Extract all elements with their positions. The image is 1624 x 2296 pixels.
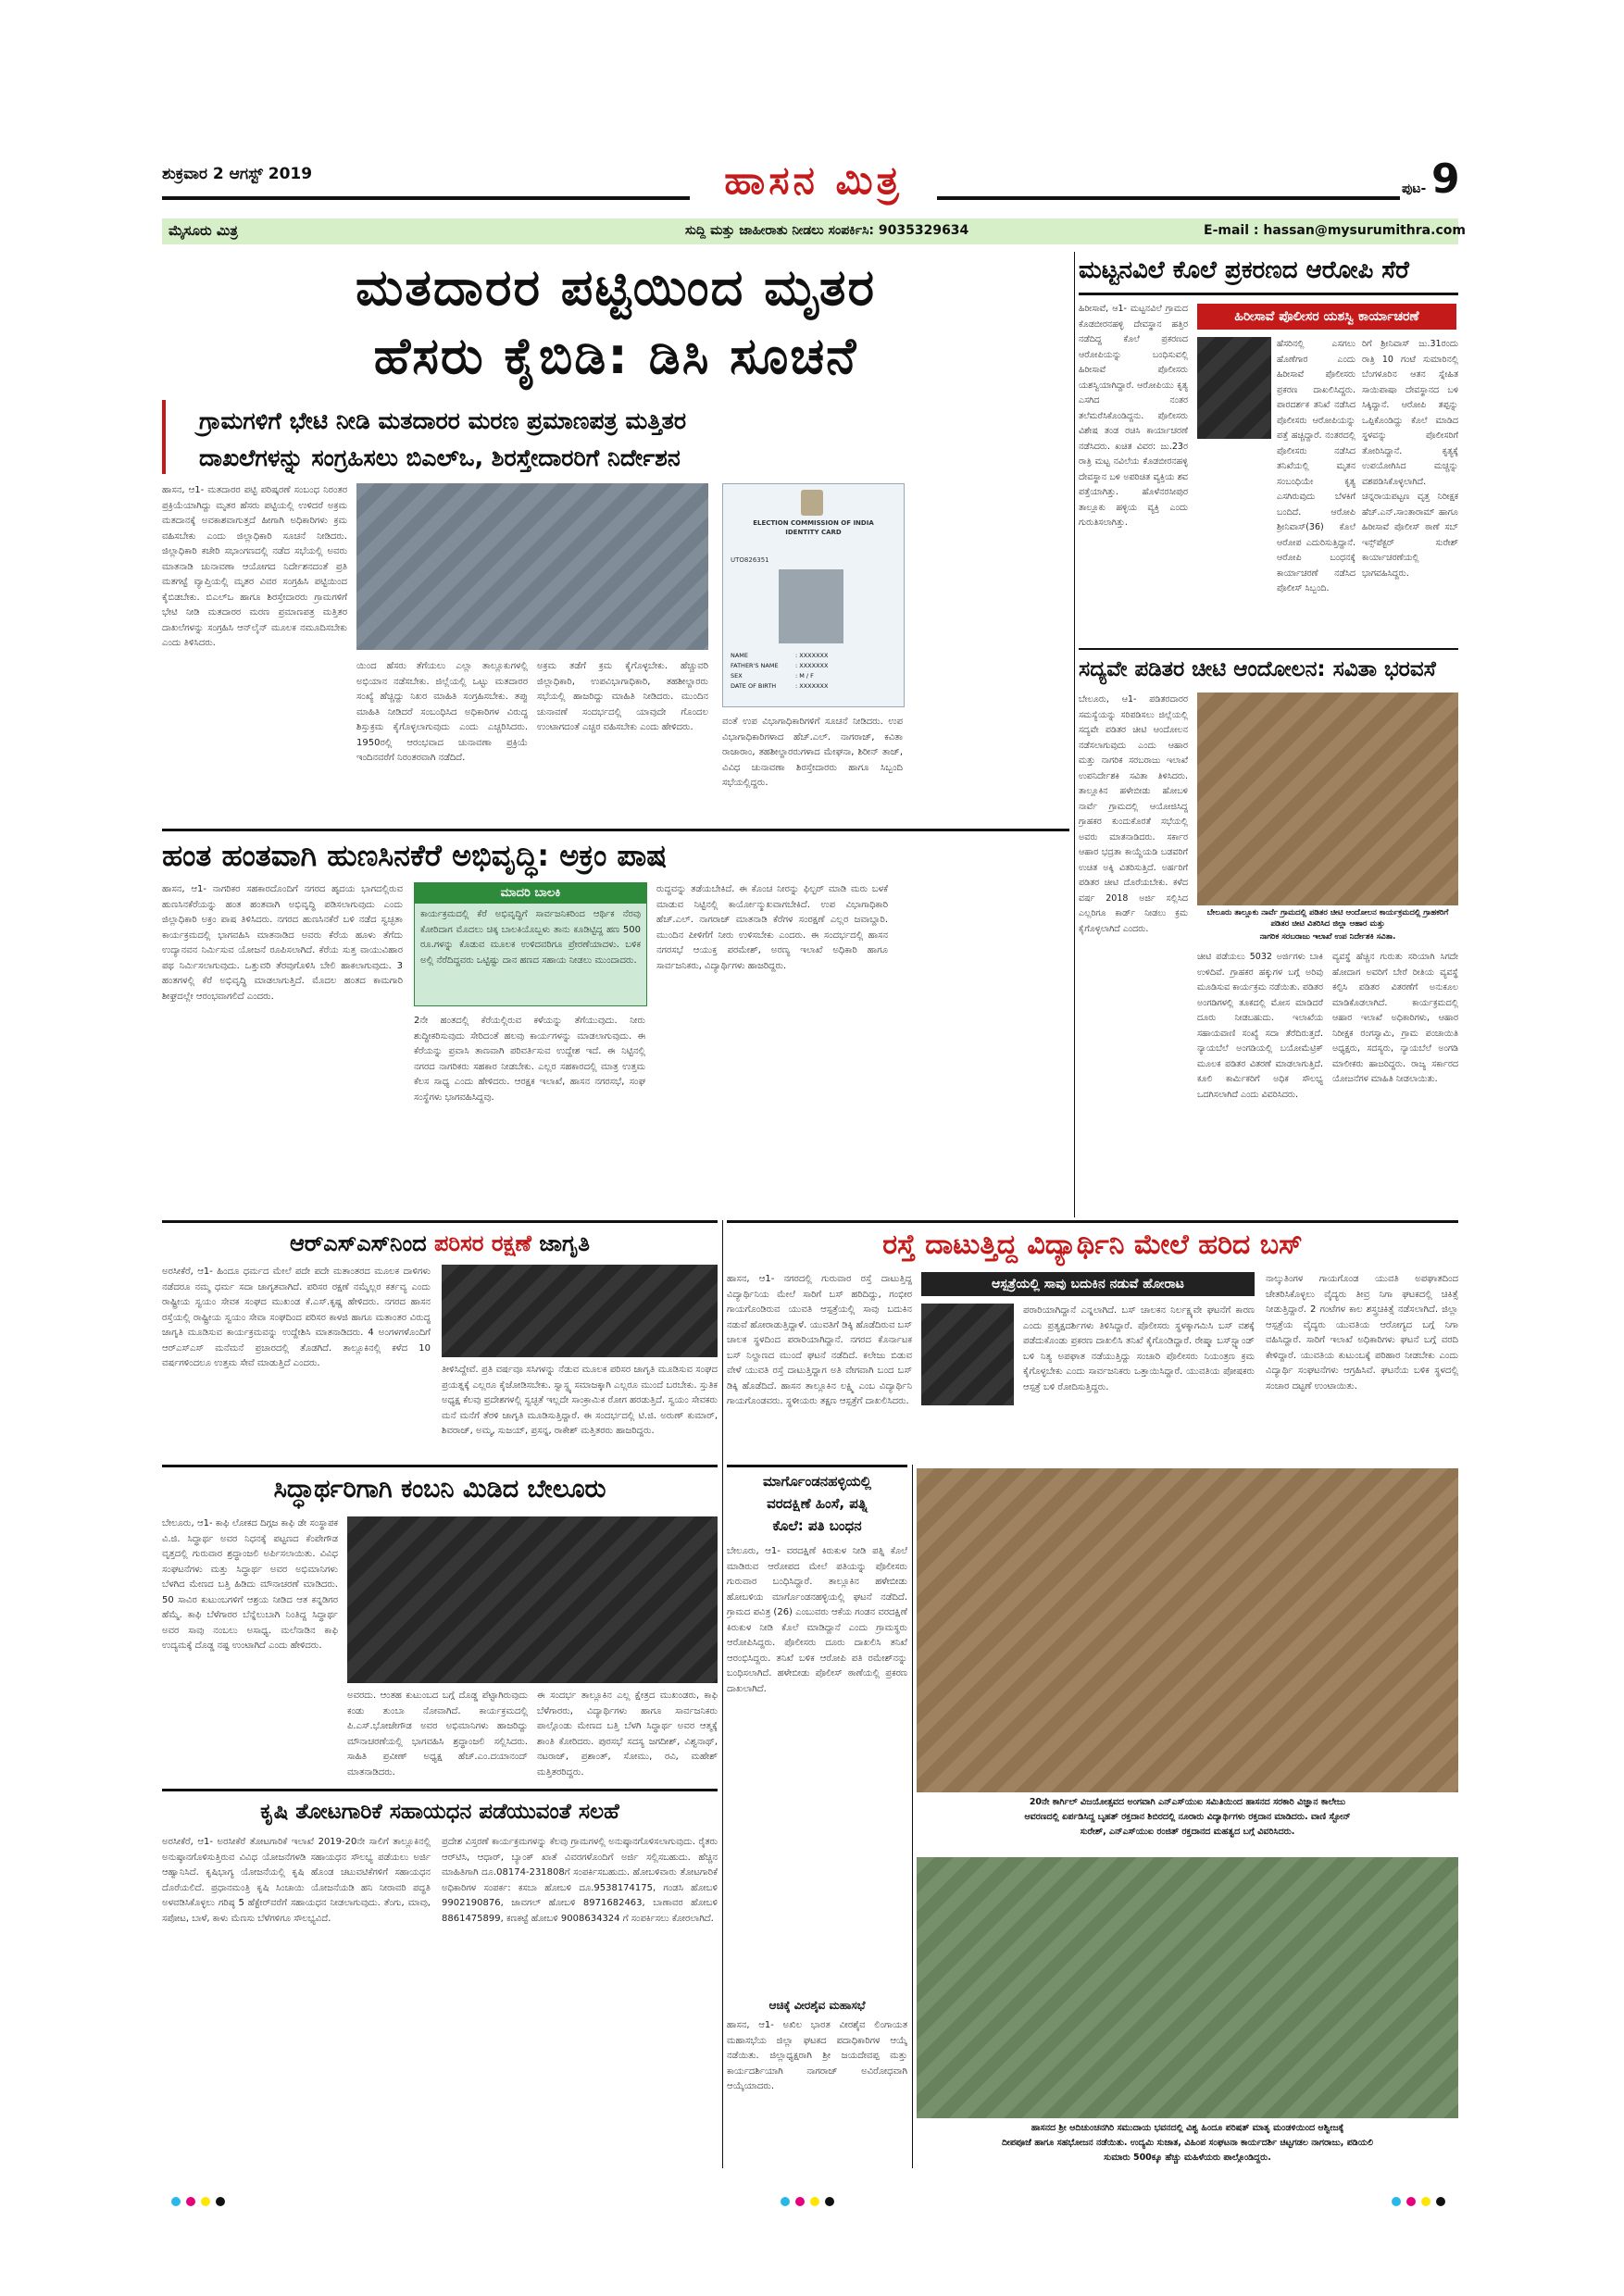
magenta-dot — [795, 2197, 805, 2206]
voters-headline-2: ಹೆಸರು ಕೈಬಿಡಿ: ಡಿಸಿ ಸೂಚನೆ — [373, 327, 858, 385]
yellow-dot — [810, 2197, 819, 2206]
magenta-dot — [1406, 2197, 1416, 2206]
lake-body-2: 2ನೇ ಹಂತದಲ್ಲಿ ಕೆರೆಯಲ್ಲಿರುವ ಕಳೆಯನ್ನು ತೆಗೆಯುವುದು. ನೀರು ಶುದ್ಧೀಕರಿಸುವುದು ಸೇರಿದಂತೆ ಹಲವು ಕಾರ್ಯಗಳನ್ನು ಮಾಡಲಾಗುವುದು. ಈ ಕೆರೆಯನ್ನು ಪ್ರವಾಸಿ ತಾಣವಾಗಿ ಪರಿವರ್ತಿಸುವ ಉದ್ದೇಶ ಇದೆ. ಈ ನಿಟ್ಟಿನಲ್ಲಿ ನಗರದ ನಾಗರಿಕರು ಸಹಕಾರ ನೀಡಬೇಕು. ಎಲ್ಲರ ಸಹಕಾರದಲ್ಲಿ ಮಾತ್ರ ಉತ್ತಮ ಕೆಲಸ ಸಾಧ್ಯ ಎಂದು ಹೇಳಿದರು. ಆರಕ್ಷಕ ಇಲಾಖೆ, ಹಾಸನ ನಗರಸಭೆ, ಸಂಘ ಸಂಸ್ಥೆಗಳು ಭಾಗವಹಿಸಿದ್ದವು. — [414, 1016, 645, 1103]
masthead-date: ಶುಕ್ರವಾರ 2 ಆಗಸ್ಟ್ 2019 — [162, 165, 313, 183]
belur-body-2: ಅವರದು. ಆಂತಹ ಕುಟುಂಬದ ಬಗ್ಗೆ ದೊಡ್ಡ ಪೆಟ್ಟಾಗಿರುವುದು ಕಂಡು ತುಂಬಾ ನೋವಾಗಿದೆ. ಕಾರ್ಯಕ್ರಮದಲ್ಲಿ ಪಿ.ಎಸ್.ಭೋಜೇಗೌಡ ಅವರ ಅಭಿಮಾನಿಗಳು ಹಾಜರಿದ್ದು ಮೌನಾಚರಣೆಯಲ್ಲಿ ಭಾಗವಹಿಸಿ ಶ್ರದ್ಧಾಂಜಲಿ ಸಲ್ಲಿಸಿದರು. ಸಾಹಿತಿ ಪ್ರವೀಣ್ ಅಧ್ಯಕ್ಷ ಹೆಚ್.ಎಂ.ದಯಾನಂದ್ ಮಾತನಾಡಿದರು. — [347, 1691, 528, 1778]
ration-body-1: ಬೇಲೂರು, ಆ1- ಪಡಿತರದಾರರ ಸಮಸ್ಯೆಯನ್ನು ಸರಿಪಡಿಸಲು ಜಿಲ್ಲೆಯಲ್ಲಿ ಸದ್ಯವೇ ಪಡಿತರ ಚೀಟಿ ಆಂದೋಲನ ನಡೆಸಲಾಗುವುದು ಎಂದು ಆಹಾರ ಮತ್ತು ನಾಗರಿಕ ಸರಬರಾಜು ಇಲಾಖೆ ಉಪನಿರ್ದೇಶಕಿ ಸವಿತಾ ತಿಳಿಸಿದರು. ತಾಲ್ಲೂಕಿನ ಹಳೇಬೀಡು ಹೋಬಳಿ ನಾರ್ವೆ ಗ್ರಾಮದಲ್ಲಿ ಆಯೋಜಿಸಿದ್ದ ಗ್ರಾಹಕರ ಕುಂದುಕೊರತೆ ಸಭೆಯಲ್ಲಿ ಅವರು ಮಾತನಾಡಿದರು. ಸರ್ಕಾರ ಆಹಾರ ಭದ್ರತಾ ಕಾಯ್ದೆಯಡಿ ಬಡವರಿಗೆ ಉಚಿತ ಅಕ್ಕಿ ವಿತರಿಸುತ್ತಿದೆ. ಅರ್ಹರಿಗೆ ಪಡಿತರ ಚೀಟಿ ದೊರೆಯಬೇಕು. ಕಳೆದ ವರ್ಷ 2018 ಅರ್ಜಿ ಸಲ್ಲಿಸಿದ ಎಲ್ಲರಿಗೂ ಕಾರ್ಡ್ ನೀಡಲು ಕ್ರಮ ಕೈಗೊಳ್ಳಲಾಗಿದೆ ಎಂದರು. — [1079, 694, 1188, 934]
ration-body-3: ವ್ಯವಸ್ಥೆ ಹೆಚ್ಚಿನ ಗುರುತು ಸರಿಯಾಗಿ ಸಿಗದೇ ಹೋದಾಗ ಅವರಿಗೆ ಬೇರೆ ರೀತಿಯ ವ್ಯವಸ್ಥೆ ಕಲ್ಪಿಸಿ ಪಡಿತರ ವಿತರಣೆಗೆ ಅನುಕೂಲ ಮಾಡಿಕೊಡಲಾಗಿದೆ. ಕಾರ್ಯಕ್ರಮದಲ್ಲಿ ಆಹಾರ ಇಲಾಖೆ ಅಧಿಕಾರಿಗಳು, ಆಹಾರ ನಿರೀಕ್ಷಕ ರಂಗಸ್ವಾಮಿ, ಗ್ರಾಮ ಪಂಚಾಯಿತಿ ಅಧ್ಯಕ್ಷರು, ಸದಸ್ಯರು, ನ್ಯಾಯಬೆಲೆ ಅಂಗಡಿ ಮಾಲೀಕರು ಹಾಜರಿದ್ದರು. ರಾಜ್ಯ ಸರ್ಕಾರದ ಯೋಜನೆಗಳ ಮಾಹಿತಿ ನೀಡಲಾಯಿತು. — [1332, 952, 1458, 1084]
dowry-headline-1: ಮಾರ್ಗೊಂಡನಹಳ್ಳಿಯಲ್ಲಿ — [762, 1473, 872, 1490]
dowry-top-rule — [727, 1465, 907, 1467]
emblem-icon — [801, 490, 823, 516]
ration-headline: ಸದ್ಯವೇ ಪಡಿತರ ಚೀಟಿ ಆಂದೋಲನ: ಸವಿತಾ ಭರವಸೆ — [1079, 657, 1436, 681]
bus-body-2: ಪರಾರಿಯಾಗಿದ್ದಾನೆ ಎನ್ನಲಾಗಿದೆ. ಬಸ್ ಚಾಲಕನ ನಿರ್ಲಕ್ಷ್ಯವೇ ಘಟನೆಗೆ ಕಾರಣ ಎಂದು ಪ್ರತ್ಯಕ್ಷದರ್ಶಿಗಳು ತಿಳಿಸಿದ್ದಾರೆ. ಪೊಲೀಸರು ಸ್ಥಳಕ್ಕಾಗಮಿಸಿ ಬಸ್ ವಶಕ್ಕೆ ಪಡೆದುಕೊಂಡು ಪ್ರಕರಣ ದಾಖಲಿಸಿ ತನಿಖೆ ಕೈಗೊಂಡಿದ್ದಾರೆ. ರೇಷ್ಮಾ ಬಸ್‌ಸ್ಟ್ಯಾಂಡ್ ಬಳಿ ನಿತ್ಯ ಅಪಘಾತ ನಡೆಯುತ್ತಿದ್ದು ಸಂಚಾರಿ ಪೊಲೀಸರು ನಿಯಂತ್ರಣ ಕ್ರಮ ಕೈಗೊಳ್ಳಬೇಕು ಎಂದು ಸಾರ್ವಜನಿಕರು ಒತ್ತಾಯಿಸಿದ್ದಾರೆ. ಯುವತಿಯ ಪೋಷಕರು ಆಸ್ಪತ್ರೆ ಬಳಿ ರೋದಿಸುತ್ತಿದ್ದರು. — [1023, 1305, 1255, 1392]
rss-top-rule — [162, 1220, 718, 1223]
registration-dots-left — [169, 2192, 228, 2210]
voters-subhead-1: ಗ್ರಾಮಗಳಿಗೆ ಭೇಟಿ ನೀಡಿ ಮತದಾರರ ಮರಣ ಪ್ರಮಾಣಪತ್ರ ಮತ್ತಿತರ — [199, 407, 687, 434]
rss-headline-highlight: ಪರಿಸರ ರಕ್ಷಣೆ — [433, 1230, 532, 1256]
belur-article — [162, 1465, 718, 1784]
id-photo-silhouette — [779, 569, 843, 643]
lake-headline: ಹಂತ ಹಂತವಾಗಿ ಹುಣಸಿನಕೆರೆ ಅಭಿವೃದ್ಧಿ: ಅಕ್ರಂ ಪಾಷ — [162, 838, 667, 873]
cyan-dot — [781, 2197, 790, 2206]
yellow-dot — [201, 2197, 210, 2206]
voters-body-4: ವಂತೆ ಉಪ ವಿಭಾಗಾಧಿಕಾರಿಗಳಿಗೆ ಸೂಚನೆ ನೀಡಿದರು. ಉಪ ವಿಭಾಗಾಧಿಕಾರಿಗಳಾದ ಹೆಚ್.ಎಲ್. ನಾಗರಾಜ್, ಕವಿತಾ ರಾಜಾರಾಂ, ತಹಶೀಲ್ದಾರರುಗಳಾದ ಮೇಘನಾ, ಶಿರೀನ್ ತಾಜ್, ವಿವಿಧ ಚುನಾವಣಾ ಶಿರಸ್ತೇದಾರರು ಹಾಗೂ ಸಿಬ್ಬಂದಿ ಸಭೆಯಲ್ಲಿದ್ದರು. — [722, 717, 903, 788]
id-issuer: ELECTION COMMISSION OF INDIA — [753, 519, 874, 527]
masthead-title: ಹಾಸನ ಮಿತ್ರ — [724, 157, 903, 203]
dowry-article — [727, 1465, 907, 2168]
ration-article — [1079, 648, 1458, 1241]
lake-article — [162, 829, 1069, 1217]
rss-body-1: ಅರಸೀಕೆರೆ, ಆ1- ಹಿಂದೂ ಧರ್ಮದ ಮೇಲೆ ಪದೇ ಪದೇ ಮತಾಂತರದ ಮೂಲಕ ದಾಳಿಗಳು ನಡೆದರೂ ನಮ್ಮ ಧರ್ಮ ಸದಾ ಜಾಗೃತವಾಗಿದೆ. ಪರಿಸರ ರಕ್ಷಣೆ ನಮ್ಮೆಲ್ಲರ ಕರ್ತವ್ಯ ಎಂದು ರಾಷ್ಟ್ರೀಯ ಸ್ವಯಂ ಸೇವಕ ಸಂಘದ ಮುಖಂಡ ಕೆ.ಎಸ್.ಕೃಷ್ಣ ಹೇಳಿದರು. ನಗರದ ಹಾಸನ ರಸ್ತೆಯಲ್ಲಿ ರಾಷ್ಟ್ರೀಯ ಸ್ವಯಂ ಸೇವಾ ಸಂಘದಿಂದ ಪರಿಸರ ಕಾಳಜಿ ಹಾಗೂ ಮತಾಂತರ ವಿರುದ್ಧ ಜಾಗೃತಿ ಮೂಡಿಸುವ ಕಾರ್ಯಕ್ರಮವನ್ನು ಉದ್ದೇಶಿಸಿ ಮಾತನಾಡಿದರು. 4 ಅಂಗಳಗಳೊಂದಿಗೆ ಆರ್‌ಎಸ್‌ಎಸ್ ಮನೆಮನೆ ಪ್ರಚಾರದಲ್ಲಿ ತೊಡಗಿದೆ. ತಾಲ್ಲೂಕಿನಲ್ಲಿ ಕಳೆದ 10 ವರ್ಷಗಳಿಂದಲೂ ಉತ್ತಮ ಸೇವೆ ಮಾಡುತ್ತಿದೆ ಎಂದರು. — [162, 1267, 431, 1368]
murder-body-3: ರಿಗೆ ಶ್ರೀನಿವಾಸ್ ಜು.31ರಂದು ರಾತ್ರಿ 10 ಗಂಟೆ ಸುಮಾರಿನಲ್ಲಿ ಬೆಂಗಳೂರಿನ ಆತನ ಸ್ನೇಹಿತ ಸಾಯಿಪಾಷಾ ದೇವಸ್ಥಾನದ ಬಳಿ ಸಿಕ್ಕಿದ್ದಾನೆ. ಆರೋಪಿ ತಪ್ಪನ್ನು ಒಪ್ಪಿಕೊಂಡಿದ್ದು ಕೊಲೆ ಮಾಡಿದ ಸ್ಥಳವನ್ನು ಪೊಲೀಸರಿಗೆ ತೋರಿಸಿದ್ದಾನೆ. ಕೃತ್ಯಕ್ಕೆ ಉಪಯೋಗಿಸಿದ ಮಚ್ಚನ್ನು ವಶಪಡಿಸಿಕೊಳ್ಳಲಾಗಿದೆ. ಚನ್ನರಾಯಪಟ್ಟಣ ವೃತ್ತ ನಿರೀಕ್ಷಕ ಹೆಚ್.ಎನ್.ಸಾಂತಾರಾಮ್ ಹಾಗೂ ಹಿರೀಸಾವೆ ಪೊಲೀಸ್ ಠಾಣೆ ಸಬ್ ಇನ್ಸ್‌ಪೆಕ್ಟರ್ ಸುರೇಶ್ ಕಾರ್ಯಾಚರಣೆಯಲ್ಲಿ ಭಾಗವಹಿಸಿದ್ದರು. — [1362, 339, 1458, 579]
rss-headline-pre: ಆರ್‌ಎಸ್‌ಎಸ್‌ನಿಂದ — [289, 1230, 434, 1256]
voters-body-1: ಹಾಸನ, ಆ1- ಮತದಾರರ ಪಟ್ಟಿ ಪರಿಷ್ಕರಣೆ ಸಂಬಂಧ ನಿರಂತರ ಪ್ರಕ್ರಿಯೆಯಾಗಿದ್ದು ಮೃತರ ಹೆಸರು ಪಟ್ಟಿಯಲ್ಲಿ ಉಳಿದರೆ ಅಕ್ರಮ ಮತದಾನಕ್ಕೆ ಅವಕಾಶವಾಗುತ್ತದೆ ಹೀಗಾಗಿ ಅಧಿಕಾರಿಗಳು ಕ್ರಮ ವಹಿಸಬೇಕು ಎಂದು ಜಿಲ್ಲಾಧಿಕಾರಿ ಸೂಚನೆ ನೀಡಿದರು. ಜಿಲ್ಲಾಧಿಕಾರಿ ಕಚೇರಿ ಸಭಾಂಗಣದಲ್ಲಿ ನಡೆದ ಸಭೆಯಲ್ಲಿ ಅವರು ಮಾತನಾಡಿ ಚುನಾವಣಾ ಆಯೋಗದ ನಿರ್ದೇಶನದಂತೆ ಪ್ರತಿ ಮತಗಟ್ಟೆ ವ್ಯಾಪ್ತಿಯಲ್ಲಿ ಮೃತರ ವಿವರ ಸಂಗ್ರಹಿಸಿ ಪಟ್ಟಿಯಿಂದ ಕೈಬಿಡಬೇಕು. ಬಿಎಲ್‌ಒ ಹಾಗೂ ಶಿರಸ್ತೇದಾರರು ಗ್ರಾಮಗಳಿಗೆ ಭೇಟಿ ನೀಡಿ ಮತದಾರರ ಮರಣ ಪ್ರಮಾಣಪತ್ರ ಮತ್ತಿತರ ದಾಖಲೆಗಳನ್ನು ಸಂಗ್ರಹಿಸಿ ಆನ್‌ಲೈನ್ ಮೂಲಕ ನಮೂದಿಸಬೇಕು ಎಂದು ತಿಳಿಸಿದರು. — [162, 485, 347, 648]
bus-body-1: ಹಾಸನ, ಆ1- ನಗರದಲ್ಲಿ ಗುರುವಾರ ರಸ್ತೆ ದಾಟುತ್ತಿದ್ದ ವಿದ್ಯಾರ್ಥಿನಿಯ ಮೇಲೆ ಸಾರಿಗೆ ಬಸ್ ಹರಿದಿದ್ದು, ಗಂಭೀರ ಗಾಯಗೊಂಡಿರುವ ಯುವತಿ ಆಸ್ಪತ್ರೆಯಲ್ಲಿ ಸಾವು ಬದುಕಿನ ನಡುವೆ ಹೋರಾಡುತ್ತಿದ್ದಾಳೆ. ಯುವತಿಗೆ ಡಿಕ್ಕಿ ಹೊಡೆದಿರುವ ಬಸ್ ಚಾಲಕ ಸ್ಥಳದಿಂದ ಪರಾರಿಯಾಗಿದ್ದಾನೆ. ನಗರದ ಕೊರ್ನಾಟಕ ಬಸ್ ನಿಲ್ದಾಣದ ಮುಂದೆ ಘಟನೆ ನಡೆದಿದೆ. ಕಲೇಜು ಬಿಡುವ ವೇಳೆ ಯುವತಿ ರಸ್ತೆ ದಾಟುತ್ತಿದ್ದಾಗ ಅತಿ ವೇಗವಾಗಿ ಬಂದ ಬಸ್ ಡಿಕ್ಕಿ ಹೊಡೆದಿದೆ. ಹಾಸನ ತಾಲ್ಲೂಕಿನ ಲಕ್ಷ್ಮಿ ಎಂಬ ವಿದ್ಯಾರ್ಥಿನಿ ಗಾಯಗೊಂಡವರು. ಸ್ಥಳೀಯರು ತಕ್ಷಣ ಆಸ್ಪತ್ರೆಗೆ ದಾಖಲಿಸಿದರು. — [727, 1274, 912, 1406]
masthead-email: E-mail : hassan@mysurumithra.com — [1204, 223, 1466, 238]
lake-box-title: ಮಾದರಿ ಬಾಲಕಿ — [415, 883, 646, 904]
bus-subhead: ಆಸ್ಪತ್ರೆಯಲ್ಲಿ ಸಾವು ಬದುಕಿನ ನಡುವೆ ಹೋರಾಟ — [921, 1272, 1255, 1296]
blood-donation-block — [917, 1465, 1458, 1853]
masthead-rule-right — [937, 196, 1400, 200]
agri-headline: ಕೃಷಿ ತೋಟಗಾರಿಕೆ ಸಹಾಯಧನ ಪಡೆಯುವಂತೆ ಸಲಹೆ — [260, 1800, 619, 1824]
ration-top-rule — [1079, 648, 1458, 650]
masthead-paper-name: ಮೈಸೂರು ಮಿತ್ರ — [169, 222, 238, 239]
rss-group-photo — [442, 1265, 718, 1357]
voter-id-card — [722, 483, 905, 707]
feast-block — [917, 1857, 1458, 2172]
magenta-dot — [186, 2197, 195, 2206]
agri-body-1: ಅರಸೀಕೆರೆ, ಆ1- ಅರಸೀಕೆರೆ ತೋಟಗಾರಿಕೆ ಇಲಾಖೆ 2019-20ನೇ ಸಾಲಿಗೆ ತಾಲ್ಲೂಕಿನಲ್ಲಿ ಅನುಷ್ಠಾನಗೊಳಿಸುತ್ತಿರುವ ವಿವಿಧ ಯೋಜನೆಗಳಡಿ ಸಹಾಯಧನ ಸೌಲಭ್ಯ ಪಡೆಯಲು ಅರ್ಜಿ ಆಹ್ವಾನಿಸಿದೆ. ಕೃಷಿಭಾಗ್ಯ ಯೋಜನೆಯಲ್ಲಿ ಕೃಷಿ ಹೊಂಡ ಚಟುವಟಿಕೆಗಳಿಗೆ ಸಹಾಯಧನ ದೊರೆಯಲಿದೆ. ಪ್ರಧಾನಮಂತ್ರಿ ಕೃಷಿ ಸಿಂಚಾಯಿ ಯೋಜನೆಯಡಿ ಹನಿ ನೀರಾವರಿ ಪದ್ಧತಿ ಅಳವಡಿಸಿಕೊಳ್ಳಲು ಗರಿಷ್ಠ 5 ಹೆಕ್ಟೇರ್‌ವರೆಗೆ ಸಹಾಯಧನ ನೀಡಲಾಗುವುದು. ತೆಂಗು, ಮಾವು, ಸಪೋಟ, ಬಾಳೆ, ಕಾಳು ಮೆಣಸು ಬೆಳೆಗಳಿಗೂ ಸೌಲಭ್ಯವಿದೆ. — [162, 1837, 431, 1924]
dowry-body-1: ಬೇಲೂರು, ಆ1- ವರದಕ್ಷಿಣೆ ಕಿರುಕುಳ ನೀಡಿ ಪತ್ನಿ ಕೊಲೆ ಮಾಡಿರುವ ಆರೋಪದ ಮೇಲೆ ಪತಿಯನ್ನು ಪೊಲೀಸರು ಗುರುವಾರ ಬಂಧಿಸಿದ್ದಾರೆ. ತಾಲ್ಲೂಕಿನ ಹಳೇಬೀಡು ಹೋಬಳಿಯ ಮಾರ್ಗೊಂಡನಹಳ್ಳಿಯಲ್ಲಿ ಘಟನೆ ನಡೆದಿದೆ. ಗ್ರಾಮದ ಪವಿತ್ರ (26) ಎಂಬುವರು ಆಕೆಯ ಗಂಡನ ವರದಕ್ಷಿಣೆ ಕಿರುಕುಳ ನೀಡಿ ಕೊಲೆ ಮಾಡಿದ್ದಾನೆ ಎಂದು ಗ್ರಾಮಸ್ಥರು ಆರೋಪಿಸಿದ್ದರು. ಪೊಲೀಸರು ದೂರು ದಾಖಲಿಸಿ ತನಿಖೆ ಆರಂಭಿಸಿದ್ದರು. ತನಿಖೆ ಬಳಿಕ ಆರೋಪಿ ಪತಿ ರಮೇಶ್‌ನನ್ನು ಬಂಧಿಸಲಾಗಿದೆ. ಹಳೇಬೀಡು ಪೊಲೀಸ್ ಠಾಣೆಯಲ್ಲಿ ಪ್ರಕರಣ ದಾಖಲಾಗಿದೆ. — [727, 1546, 907, 1694]
id-field-row: FATHER'S NAME : XXXXXXX — [731, 662, 829, 669]
bus-headline: ರಸ್ತೆ ದಾಟುತ್ತಿದ್ದ ವಿದ್ಯಾರ್ಥಿನಿ ಮೇಲೆ ಹರಿದ ಬಸ್ — [882, 1229, 1303, 1261]
feast-caption-3: ಸುಮಾರು 500ಕ್ಕೂ ಹೆಚ್ಚು ಮಹಿಳೆಯರು ಪಾಲ್ಗೊಂಡಿದ್ದರು. — [1104, 2152, 1271, 2163]
column-rule-bottom-left — [722, 1220, 723, 2168]
feast-caption-2: ದೀಪಪೂಜೆ ಹಾಗೂ ಸಹಭೋಜನ ನಡೆಯಿತು. ಉದ್ಯಮಿ ಸುಜಾತ, ವಿಹಿಂಪ ಸಂಘಟನಾ ಕಾರ್ಯದರ್ಶಿ ಚಿಟ್ಟಗಡಲ ನಾಗರಾಜು, ಪಡಿಯಲಿ — [1001, 2138, 1374, 2148]
agri-article — [162, 1789, 718, 2168]
rss-headline — [162, 1226, 718, 1261]
dowry-sub-2: ಆಚಿಕ್ಕೆ ವೀರಶೈವ ಮಹಾಸಭೆ — [768, 1999, 866, 2012]
voters-body-2: ಯಿಂದ ಹೆಸರು ತೆಗೆಯಲು ಎಲ್ಲಾ ತಾಲ್ಲೂಕುಗಳಲ್ಲಿ ಅಭಿಯಾನ ನಡೆಸಬೇಕು. ಜಿಲ್ಲೆಯಲ್ಲಿ ಒಟ್ಟು ಮತದಾರರ ಸಂಖ್ಯೆ ಹೆಚ್ಚಿದ್ದು ನಿಖರ ಮಾಹಿತಿ ಸಂಗ್ರಹಿಸಬೇಕು. ತಪ್ಪು ಮಾಹಿತಿ ನೀಡಿದರೆ ಸಂಬಂಧಿಸಿದ ಅಧಿಕಾರಿಗಳ ವಿರುದ್ಧ ಶಿಸ್ತುಕ್ರಮ ಕೈಗೊಳ್ಳಲಾಗುವುದು ಎಂದು ಎಚ್ಚರಿಸಿದರು. 1950ರಲ್ಲಿ ಆರಂಭವಾದ ಚುನಾವಣಾ ಪ್ರಕ್ರಿಯೆ ಇಂದಿನವರೆಗೆ ನಿರಂತರವಾಗಿ ನಡೆದಿದೆ. — [356, 661, 528, 763]
agri-body-2: ಪ್ರದೇಶ ವಿಸ್ತರಣೆ ಕಾರ್ಯಕ್ರಮಗಳನ್ನು ಕೆಲವು ಗ್ರಾಮಗಳಲ್ಲಿ ಅನುಷ್ಠಾನಗೊಳಿಸಲಾಗುವುದು. ರೈತರು ಆರ್‌ಟಿಸಿ, ಆಧಾರ್, ಬ್ಯಾಂಕ್ ಖಾತೆ ವಿವರಗಳೊಂದಿಗೆ ಅರ್ಜಿ ಸಲ್ಲಿಸಬಹುದು. ಹೆಚ್ಚಿನ ಮಾಹಿತಿಗಾಗಿ ದೂ.08174-231808ಗೆ ಸಂಪರ್ಕಿಸಬಹುದು. ಹೋಬಳಿವಾರು ತೋಟಗಾರಿಕೆ ಅಧಿಕಾರಿಗಳ ಸಂಪರ್ಕ: ಕಸಬಾ ಹೋಬಳಿ ದೂ.9538174175, ಗಂಡಸಿ ಹೋಬಳಿ 9902190876, ಜಾವಗಲ್ ಹೋಬಳಿ 8971682463, ಬಾಣಾವರ ಹೋಬಳಿ 8861475899, ಕಣಕಟ್ಟೆ ಹೋಬಳಿ 9008634324 ಗೆ ಸಂಪರ್ಕಿಸಲು ಕೋರಲಾಗಿದೆ. — [442, 1837, 718, 1924]
murder-article — [1079, 252, 1458, 645]
blood-caption-2: ಆವರಣದಲ್ಲಿ ಏರ್ಪಡಿಸಿದ್ದ ಬೃಹತ್ ರಕ್ತದಾನ ಶಿಬಿರದಲ್ಲಿ ನೂರಾರು ವಿದ್ಯಾರ್ಥಿಗಳು ರಕ್ತದಾನ ಮಾಡಿದರು. ವಾಣಿ ಸ್ಟೋನ್ — [1024, 1812, 1351, 1822]
belur-headline: ಸಿದ್ಧಾರ್ಥರಿಗಾಗಿ ಕಂಬನಿ ಮಿಡಿದ ಬೇಲೂರು — [273, 1475, 606, 1504]
dowry-body-2: ಹಾಸನ, ಆ1- ಅಖಿಲ ಭಾರತ ವೀರಶೈವ ಲಿಂಗಾಯತ ಮಹಾಸಭೆಯ ಜಿಲ್ಲಾ ಘಟಕದ ಪದಾಧಿಕಾರಿಗಳ ಆಯ್ಕೆ ನಡೆಯಿತು. ಜಿಲ್ಲಾಧ್ಯಕ್ಷರಾಗಿ ಶ್ರೀ ಜಯದೇವಪ್ಪ ಮತ್ತು ಕಾರ್ಯದರ್ಶಿಯಾಗಿ ನಾಗರಾಜ್ ಅವಿರೋಧವಾಗಿ ಆಯ್ಕೆಯಾದರು. — [727, 2020, 907, 2091]
accused-photo — [1197, 337, 1271, 439]
masthead-contact: ಸುದ್ದಿ ಮತ್ತು ಜಾಹೀರಾತು ನೀಡಲು ಸಂಪರ್ಕಿಸಿ: 9035329634 — [685, 223, 969, 238]
cyan-dot — [171, 2197, 181, 2206]
ration-body-2: ಚೀಟಿ ಪಡೆಯಲು 5032 ಅರ್ಜಿಗಳು ಬಾಕಿ ಉಳಿದಿವೆ. ಗ್ರಾಹಕರ ಹಕ್ಕುಗಳ ಬಗ್ಗೆ ಅರಿವು ಮೂಡಿಸುವ ಕಾರ್ಯಕ್ರಮ ನಡೆಯಿತು. ಪಡಿತರ ಅಂಗಡಿಗಳಲ್ಲಿ ತೂಕದಲ್ಲಿ ಮೋಸ ಮಾಡಿದರೆ ದೂರು ನೀಡಬಹುದು. ಇಲಾಖೆಯ ಸಹಾಯವಾಣಿ ಸಂಖ್ಯೆ ಸದಾ ತೆರೆದಿರುತ್ತದೆ. ನ್ಯಾಯಬೆಲೆ ಅಂಗಡಿಯಲ್ಲಿ ಬಯೋಮೆಟ್ರಿಕ್ ಮೂಲಕ ಪಡಿತರ ವಿತರಣೆ ಮಾಡಲಾಗುತ್ತಿದೆ. ಕೂಲಿ ಕಾರ್ಮಿಕರಿಗೆ ಅಧಿಕ ಸೌಲಭ್ಯ ಒದಗಿಸಲಾಗಿದೆ ಎಂದು ವಿವರಿಸಿದರು. — [1197, 952, 1323, 1100]
ration-caption-1: ಬೇಲೂರು ತಾಲ್ಲೂಕು ನಾರ್ವೆ ಗ್ರಾಮದಲ್ಲಿ ಪಡಿತರ ಚೀಟಿ ಆಂದೋಲನ ಕಾರ್ಯಕ್ರಮದಲ್ಲಿ ಗ್ರಾಹಕರಿಗೆ ಪಡಿತರ ಚೀಟಿ ವಿತರಿಸಿದ ಜಿಲ್ಲಾ ಆಹಾರ ಮತ್ತು — [1206, 908, 1449, 929]
candle-vigil-photo — [347, 1516, 718, 1683]
registration-dots-right — [1389, 2192, 1448, 2210]
black-dot — [1436, 2197, 1445, 2206]
voters-article — [162, 252, 1069, 826]
belur-top-rule — [162, 1465, 718, 1467]
rss-article — [162, 1220, 718, 1461]
dowry-headline-3: ಕೊಲೆ: ಪತಿ ಬಂಧನ — [772, 1517, 862, 1534]
voters-body-3: ಅಕ್ರಮ ತಡೆಗೆ ಕ್ರಮ ಕೈಗೊಳ್ಳಬೇಕು. ಹೆಚ್ಚುವರಿ ಜಿಲ್ಲಾಧಿಕಾರಿ, ಉಪವಿಭಾಗಾಧಿಕಾರಿ, ತಹಶೀಲ್ದಾರರು ಸಭೆಯಲ್ಲಿ ಹಾಜರಿದ್ದು ಮಾಹಿತಿ ನೀಡಿದರು. ಮುಂದಿನ ಚುನಾವಣೆ ಸಂದರ್ಭದಲ್ಲಿ ಯಾವುದೇ ಗೊಂದಲ ಉಂಟಾಗದಂತೆ ಎಚ್ಚರ ವಹಿಸಬೇಕು ಎಂದು ಹೇಳಿದರು. — [537, 661, 708, 732]
bus-top-rule — [727, 1220, 1458, 1223]
lake-box-body: ಕಾರ್ಯಕ್ರಮದಲ್ಲಿ ಕೆರೆ ಅಭಿವೃದ್ಧಿಗೆ ಸಾರ್ವಜನಿಕರಿಂದ ಆರ್ಥಿಕ ನೆರವು ಕೋರಿದಾಗ ಮೊದಲು ಚಿಕ್ಕ ಬಾಲಕಿಯೊಬ್ಬಳು ತಾನು ಕೂಡಿಟ್ಟಿದ್ದ ಹಣ 500 ರೂ.ಗಳನ್ನು ಕೊಡುವ ಮೂಲಕ ಉಳಿದವರಿಗೂ ಪ್ರೇರಣೆಯಾದಳು. ಬಳಿಕ ಅಲ್ಲಿ ನೆರೆದಿದ್ದವರು ಒಟ್ಟಿಷ್ಟು ದಾನ ಹಣದ ಸಹಾಯ ನೀಡಲು ಮುಂದಾದರು. — [420, 909, 641, 966]
id-field-row: NAME : XXXXXXX — [731, 652, 829, 659]
masthead — [0, 0, 1624, 241]
yellow-dot — [1421, 2197, 1430, 2206]
murder-headline: ಮಟ್ಟನವಿಲೆ ಕೊಲೆ ಪ್ರಕರಣದ ಆರೋಪಿ ಸೆರೆ — [1079, 256, 1409, 284]
lake-top-rule — [162, 829, 1069, 831]
voters-subhead-bar — [162, 400, 166, 474]
id-field-row: DATE OF BIRTH : XXXXXXX — [731, 682, 829, 690]
community-feast-photo — [917, 1857, 1458, 2118]
murder-subhead: ಹಿರೀಸಾವೆ ಪೊಲೀಸರ ಯಶಸ್ವಿ ಕಾರ್ಯಾಚರಣೆ — [1197, 304, 1456, 330]
ration-caption-2: ನಾಗರಿಕ ಸರಬರಾಜು ಇಲಾಖೆ ಉಪ ನಿರ್ದೇಶಕಿ ಸವಿತಾ. — [1259, 932, 1396, 942]
id-card-label: IDENTITY CARD — [785, 529, 842, 536]
column-rule-right — [1074, 252, 1075, 1217]
bus-article — [727, 1220, 1458, 1463]
id-number: UTO826351 — [731, 556, 769, 564]
student-photo — [921, 1304, 1014, 1405]
black-dot — [216, 2197, 225, 2206]
belur-body-1: ಬೇಲೂರು, ಆ1- ಕಾಫಿ ಲೋಕದ ದಿಗ್ಗಜ ಕಾಫಿ ಡೇ ಸಂಸ್ಥಾಪಕ ವಿ.ಜಿ. ಸಿದ್ಧಾರ್ಥ ಅವರ ನಿಧನಕ್ಕೆ ಪಟ್ಟಣದ ಕೆಂಪೇಗೌಡ ವೃತ್ತದಲ್ಲಿ ಗುರುವಾರ ಶ್ರದ್ಧಾಂಜಲಿ ಅರ್ಪಿಸಲಾಯಿತು. ವಿವಿಧ ಸಂಘಟನೆಗಳು ಮತ್ತು ಸಿದ್ಧಾರ್ಥ ಅವರ ಅಭಿಮಾನಿಗಳು ಬೆಳಗಿದ ಮೇಣದ ಬತ್ತಿ ಹಿಡಿದು ಮೌನಾಚರಣೆ ಮಾಡಿದರು. 50 ಸಾವಿರ ಕುಟುಂಬಗಳಿಗೆ ಆಶ್ರಯ ನೀಡಿದ ಆತ ಕನ್ನಡಿಗರ ಹೆಮ್ಮೆ. ಕಾಫಿ ಬೆಳೆಗಾರರ ಬೆನ್ನೆಲುಬಾಗಿ ನಿಂತಿದ್ದ ಸಿದ್ಧಾರ್ಥ ಅವರ ಸಾವು ನಂಬಲು ಅಸಾಧ್ಯ. ಮಲೆನಾಡಿನ ಕಾಫಿ ಉದ್ಯಮಕ್ಕೆ ದೊಡ್ಡ ನಷ್ಟ ಉಂಟಾಗಿದೆ ಎಂದು ಹೇಳಿದರು. — [162, 1518, 338, 1651]
page-label: ಪುಟ- — [1402, 181, 1427, 196]
page-number-box — [1400, 156, 1465, 204]
rss-body-2: ತೀಳಿಸಿದ್ದೇವೆ. ಪ್ರತಿ ವರ್ಷವೂ ಸಸಿಗಳನ್ನು ನೆಡುವ ಮೂಲಕ ಪರಿಸರ ಜಾಗೃತಿ ಮೂಡಿಸುವ ಸಂಘದ ಪ್ರಯತ್ನಕ್ಕೆ ಎಲ್ಲರೂ ಕೈಜೋಡಿಸಬೇಕು. ಸ್ವಾಸ್ಥ್ಯ ಸಮಾಜಕ್ಕಾಗಿ ಎಲ್ಲರೂ ಮುಂದೆ ಬರಬೇಕು. ಸ್ತುತಿಕ ಅಧ್ಯಕ್ಷ ಕೆಲವು ಪ್ರದೇಶಗಳಲ್ಲಿ ಸ್ವಚ್ಛತೆ ಇಲ್ಲದೇ ಸಾಂಕ್ರಾಮಿಕ ರೋಗ ಹರಡುತ್ತಿದೆ. ಸ್ವಯಂ ಸೇವಕರು ಮನೆ ಮನೆಗೆ ತೆರಳಿ ಜಾಗೃತಿ ಮೂಡಿಸುತ್ತಿದ್ದಾರೆ. ಈ ಸಂದರ್ಭದಲ್ಲಿ ಟಿ.ಜಿ. ಅರುಣ್ ಕುಮಾರ್, ಶಿವರಾಜ್, ಅಮ್ಮ, ಸುಜಯ್, ಪ್ರಸನ್ನ, ರಾಕೇಶ್ ಮತ್ತಿತರರು ಹಾಜರಿದ್ದರು. — [442, 1365, 718, 1436]
blood-caption-3: ಸುರೇಶ್, ಎನ್‌ಎಸ್‌ಯುಐ ರಂಜಿತ್ ರಕ್ತದಾನದ ಮಹತ್ವದ ಬಗ್ಗೆ ವಿವರಿಸಿದರು. — [1080, 1827, 1295, 1837]
cyan-dot — [1392, 2197, 1401, 2206]
id-field-row: SEX : M / F — [731, 672, 814, 680]
page-number: 9 — [1431, 156, 1460, 203]
masthead-rule-left — [162, 196, 690, 200]
lake-box — [414, 882, 647, 1006]
registration-dots-center — [778, 2192, 837, 2210]
lake-body-3: ರುದ್ಧವನ್ನು ತಡೆಯಬೇಕಿದೆ. ಈ ಕೊಂಚ ನೀರನ್ನು ಫಿಲ್ಟರ್ ಮಾಡಿ ಮರು ಬಳಕೆ ಮಾಡುವ ನಿಟ್ಟಿನಲ್ಲಿ ಕಾರ್ಯೋನ್ಮುಖವಾಗಬೇಕಿದೆ. ಉಪ ವಿಭಾಗಾಧಿಕಾರಿ ಹೆಚ್.ಎಲ್. ನಾಗರಾಜ್ ಮಾತನಾಡಿ ಕೆರೆಗಳ ಸಂರಕ್ಷಣೆ ಎಲ್ಲರ ಜವಾಬ್ದಾರಿ. ಮುಂದಿನ ಪೀಳಿಗೆಗೆ ನೀರು ಉಳಿಸಬೇಕು ಎಂದರು. ಈ ಸಂದರ್ಭದಲ್ಲಿ ಹಾಸನ ನಗರಸಭೆ ಆಯುಕ್ತ ಪರಮೇಶ್, ಅರಣ್ಯ ಇಲಾಖೆ ಅಧಿಕಾರಿ ಹಾಗೂ ಸಾರ್ವಜನಿಕರು, ವಿದ್ಯಾರ್ಥಿಗಳು ಹಾಜರಿದ್ದರು. — [656, 884, 888, 971]
murder-rule — [1079, 293, 1458, 295]
bus-body-3: ನಾಲ್ಕುತಿಂಗಳ ಗಾಯಗೊಂಡ ಯುವತಿ ಅಪಘಾತದಿಂದ ಚೇತರಿಸಿಕೊಳ್ಳಲು ವೈದ್ಯರು ತೀವ್ರ ನಿಗಾ ಘಟಕದಲ್ಲಿ ಚಿಕಿತ್ಸೆ ನೀಡುತ್ತಿದ್ದಾರೆ. 2 ಗಂಟೆಗಳ ಕಾಲ ಶಸ್ತ್ರಚಿಕಿತ್ಸೆ ನಡೆಸಲಾಗಿದೆ. ಜಿಲ್ಲಾ ಆಸ್ಪತ್ರೆಯ ವೈದ್ಯರು ಯುವತಿಯ ಆರೋಗ್ಯದ ಬಗ್ಗೆ ನಿಗಾ ವಹಿಸಿದ್ದಾರೆ. ಸಾರಿಗೆ ಇಲಾಖೆ ಅಧಿಕಾರಿಗಳು ಘಟನೆ ಬಗ್ಗೆ ವರದಿ ಕೇಳಿದ್ದಾರೆ. ಯುವತಿಯ ಕುಟುಂಬಕ್ಕೆ ಪರಿಹಾರ ನೀಡಬೇಕು ಎಂದು ವಿದ್ಯಾರ್ಥಿ ಸಂಘಟನೆಗಳು ಆಗ್ರಹಿಸಿವೆ. ಘಟನೆಯ ಬಳಿಕ ಸ್ಥಳದಲ್ಲಿ ಸಂಚಾರ ದಟ್ಟಣೆ ಉಂಟಾಯಿತು. — [1266, 1274, 1458, 1391]
agri-top-rule — [162, 1789, 718, 1791]
voters-subhead-2: ದಾಖಲೆಗಳನ್ನು ಸಂಗ್ರಹಿಸಲು ಬಿಎಲ್‌ಒ, ಶಿರಸ್ತೇದಾರರಿಗೆ ನಿರ್ದೇಶನ — [199, 444, 681, 471]
id-fields — [731, 651, 897, 692]
ration-event-photo — [1197, 693, 1458, 905]
feast-caption-1: ಹಾಸನದ ಶ್ರೀ ಆದಿಚುಂಚನಗಿರಿ ಸಮುದಾಯ ಭವನದಲ್ಲಿ ವಿಶ್ವ ಹಿಂದೂ ಪರಿಷತ್ ಮಾತೃ ಮಂಡಳಿಯಿಂದ ಆಶ್ವೀಜಕ್ಕೆ — [1031, 2123, 1344, 2133]
blood-donation-photo — [917, 1468, 1458, 1792]
lake-body-1: ಹಾಸನ, ಆ1- ನಾಗರಿಕರ ಸಹಕಾರದೊಂದಿಗೆ ನಗರದ ಹೃದಯ ಭಾಗದಲ್ಲಿರುವ ಹುಣಸಿನಕೆರೆಯನ್ನು ಹಂತ ಹಂತವಾಗಿ ಅಭಿವೃದ್ಧಿ ಪಡಿಸಲಾಗುವುದು ಎಂದು ಜಿಲ್ಲಾಧಿಕಾರಿ ಅಕ್ರಂ ಪಾಷ ತಿಳಿಸಿದರು. ನಗರದ ಹುಣಸಿನಕೆರೆ ಬಳಿ ನಡೆದ ಸ್ವಚ್ಛತಾ ಕಾರ್ಯಕ್ರಮದಲ್ಲಿ ಭಾಗವಹಿಸಿ ಮಾತನಾಡಿದ ಅವರು ಕೆರೆಯ ಹೂಳು ತೆಗೆದು ಉದ್ಯಾನವನ ನಿರ್ಮಿಸುವ ಯೋಜನೆ ರೂಪಿಸಲಾಗಿದೆ. ಕೆರೆಯ ಸುತ್ತ ವಾಯುವಿಹಾರ ಪಥ ನಿರ್ಮಿಸಲಾಗುವುದು. ಒತ್ತುವರಿ ತೆರವುಗೊಳಿಸಿ ಬೇಲಿ ಹಾಕಲಾಗುವುದು. 3 ಹಂತಗಳಲ್ಲಿ ಕೆರೆ ಅಭಿವೃದ್ಧಿ ಮಾಡಲಾಗುತ್ತಿದೆ. ಮೊದಲ ಹಂತದ ಕಾಮಗಾರಿ ಶೀಘ್ರದಲ್ಲೇ ಆರಂಭವಾಗಲಿದೆ ಎಂದರು. — [162, 884, 403, 1002]
dowry-headline-2: ವರದಕ್ಷಿಣೆ ಹಿಂಸೆ, ಪತ್ನಿ — [767, 1495, 868, 1512]
column-rule-bottom-right — [912, 1465, 913, 2168]
murder-body-1: ಹಿರೀಸಾವೆ, ಆ1- ಮಟ್ಟನವಿಲೆ ಗ್ರಾಮದ ಕೊಡಬೀರನಹಳ್ಳಿ ದೇವಸ್ಥಾನ ಹತ್ತಿರ ನಡೆದಿದ್ದ ಕೊಲೆ ಪ್ರಕರಣದ ಆರೋಪಿಯನ್ನು ಬಂಧಿಸುವಲ್ಲಿ ಹಿರೀಸಾವೆ ಪೊಲೀಸರು ಯಶಸ್ವಿಯಾಗಿದ್ದಾರೆ. ಆರೋಪಿಯು ಕೃತ್ಯ ಎಸಗಿದ ನಂತರ ತಲೆಮರೆಸಿಕೊಂಡಿದ್ದನು. ಪೊಲೀಸರು ವಿಶೇಷ ತಂಡ ರಚಿಸಿ ಕಾರ್ಯಾಚರಣೆ ನಡೆಸಿದರು. ಖಚಿತ ವಿವರ: ಜು.23ರ ರಾತ್ರಿ ಮಟ್ಟ ನವಿಲೆಯ ಕೊಡಬೀರನಹಳ್ಳಿ ದೇವಸ್ಥಾನ ಬಳಿ ಅಪರಿಚಿತ ವ್ಯಕ್ತಿಯ ಶವ ಪತ್ತೆಯಾಗಿತ್ತು. ಹೊಳೆನರಸೀಪುರ ತಾಲ್ಲೂಕು ಹಳ್ಳಿಯ ವ್ಯಕ್ತಿ ಎಂದು ಗುರುತಿಸಲಾಗಿತ್ತು. — [1079, 304, 1188, 528]
voters-headline-1: ಮತದಾರರ ಪಟ್ಟಿಯಿಂದ ಮೃತರ — [355, 258, 877, 317]
voters-meeting-photo — [356, 483, 708, 650]
murder-body-2: ಹೆಸರಿನಲ್ಲಿ ಎಸಗಲು ಹೊಣೆಗಾರ ಎಂದು ಹಿರೀಸಾವೆ ಪೊಲೀಸರು ಪ್ರಕರಣ ದಾಖಲಿಸಿದ್ದರು. ಪಾರದರ್ಶಕ ತನಿಖೆ ನಡೆಸಿದ ಪೊಲೀಸರು ಆರೋಪಿಯನ್ನು ಪತ್ತೆ ಹಚ್ಚಿದ್ದಾರೆ. ನಂತರದಲ್ಲಿ ಪೊಲೀಸರು ನಡೆಸಿದ ತನಿಖೆಯಲ್ಲಿ ಮೃತನ ಸಂಬಂಧಿಯೇ ಕೃತ್ಯ ಎಸಗಿರುವುದು ಬೆಳಕಿಗೆ ಬಂದಿದೆ. ಆರೋಪಿ ಶ್ರೀನಿವಾಸ್(36) ಕೊಲೆ ಆರೋಪ ಎದುರಿಸುತ್ತಿದ್ದಾನೆ. ಆರೋಪಿ ಬಂಧನಕ್ಕೆ ಕಾರ್ಯಾಚರಣೆ ನಡೆಸಿದ ಪೊಲೀಸ್ ಸಿಬ್ಬಂದಿ. — [1277, 339, 1355, 593]
rss-headline-post: ಜಾಗೃತಿ — [531, 1230, 591, 1256]
blood-caption-1: 20ನೇ ಕಾರ್ಗಿಲ್ ವಿಜಯೋತ್ಸವದ ಅಂಗವಾಗಿ ಎನ್‌ಎಸ್‌ಯುಐ ಸಮಿತಿಯಿಂದ ಹಾಸನದ ಸರಕಾರಿ ವಿಜ್ಞಾನ ಕಾಲೇಜು — [1029, 1797, 1346, 1807]
black-dot — [825, 2197, 834, 2206]
belur-body-3: ಈ ಸಂದರ್ಭ ತಾಲ್ಲೂಕಿನ ಎಲ್ಲ ಕ್ಷೇತ್ರದ ಮುಖಂಡರು, ಕಾಫಿ ಬೆಳೆಗಾರರು, ವಿದ್ಯಾರ್ಥಿಗಳು ಹಾಗೂ ಸಾರ್ವಜನಿಕರು ಪಾಲ್ಗೊಂಡು ಮೇಣದ ಬತ್ತಿ ಬೆಳಗಿ ಸಿದ್ಧಾರ್ಥ ಅವರ ಆತ್ಮಕ್ಕೆ ಶಾಂತಿ ಕೋರಿದರು. ಪುರಸಭೆ ಸದಸ್ಯ ಜಗದೀಶ್, ವಿಶ್ವನಾಥ್, ನಟರಾಜ್, ಪ್ರಶಾಂತ್, ಸೋಮು, ರವಿ, ಮಹೇಶ್ ಮತ್ತಿತರರಿದ್ದರು. — [537, 1691, 718, 1778]
